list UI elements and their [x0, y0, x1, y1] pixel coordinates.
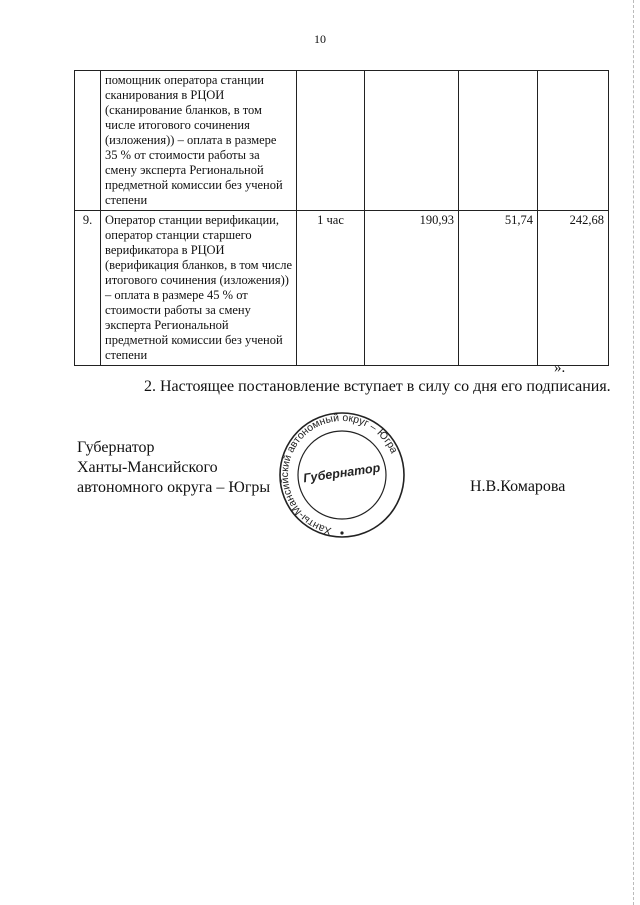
- unit-cell: [297, 71, 365, 211]
- official-seal-stamp: [278, 405, 406, 545]
- seal-dot: [340, 531, 343, 534]
- description-cell: Оператор станции верификации, оператор станции старшего верификатора в РЦОИ (верификация бланков, в том числе итогового сочинения (изложения)) – оплата в размере 45 % от стоимости работы за смену эксперта Региональной предметной комиссии без ученой степени: [101, 211, 297, 366]
- page-number: 10: [314, 32, 326, 46]
- signatory-position: [77, 438, 270, 498]
- unit-cell: 1 час: [297, 211, 365, 366]
- row-number-cell: [75, 71, 101, 211]
- seal-ring-text: Ханты-Мансийский автономный округ – Югра: [278, 411, 400, 537]
- description-cell: помощник оператора станции сканирования в РЦОИ (сканирование бланков, в том числе итогового сочинения (изложения)) – оплата в размере 35 % от стоимости работы за смену эксперта Региональной предметной комиссии без ученой степени: [101, 71, 297, 211]
- value-cell: 242,68: [538, 211, 609, 366]
- position-line: автономного округа – Югры: [77, 479, 271, 496]
- tariff-table: [74, 70, 609, 366]
- signer-name: Н.В.Комарова: [470, 478, 566, 495]
- table-row: [75, 211, 609, 366]
- value-cell: 51,74: [459, 211, 538, 366]
- position-line: Ханты-Мансийского: [77, 459, 218, 476]
- position-line: Губернатор: [77, 439, 155, 456]
- scan-edge-line: [632, 0, 634, 905]
- table-row: [75, 71, 609, 211]
- clause-2-text: 2. Настоящее постановление вступает в силу со дня его подписания.: [144, 378, 611, 395]
- seal-center-text: Губернатор: [302, 460, 382, 486]
- row-number-cell: 9.: [75, 211, 101, 366]
- value-cell: [459, 71, 538, 211]
- value-cell: [365, 71, 459, 211]
- value-cell: 190,93: [365, 211, 459, 366]
- value-cell: [538, 71, 609, 211]
- closing-quote: ».: [554, 360, 566, 376]
